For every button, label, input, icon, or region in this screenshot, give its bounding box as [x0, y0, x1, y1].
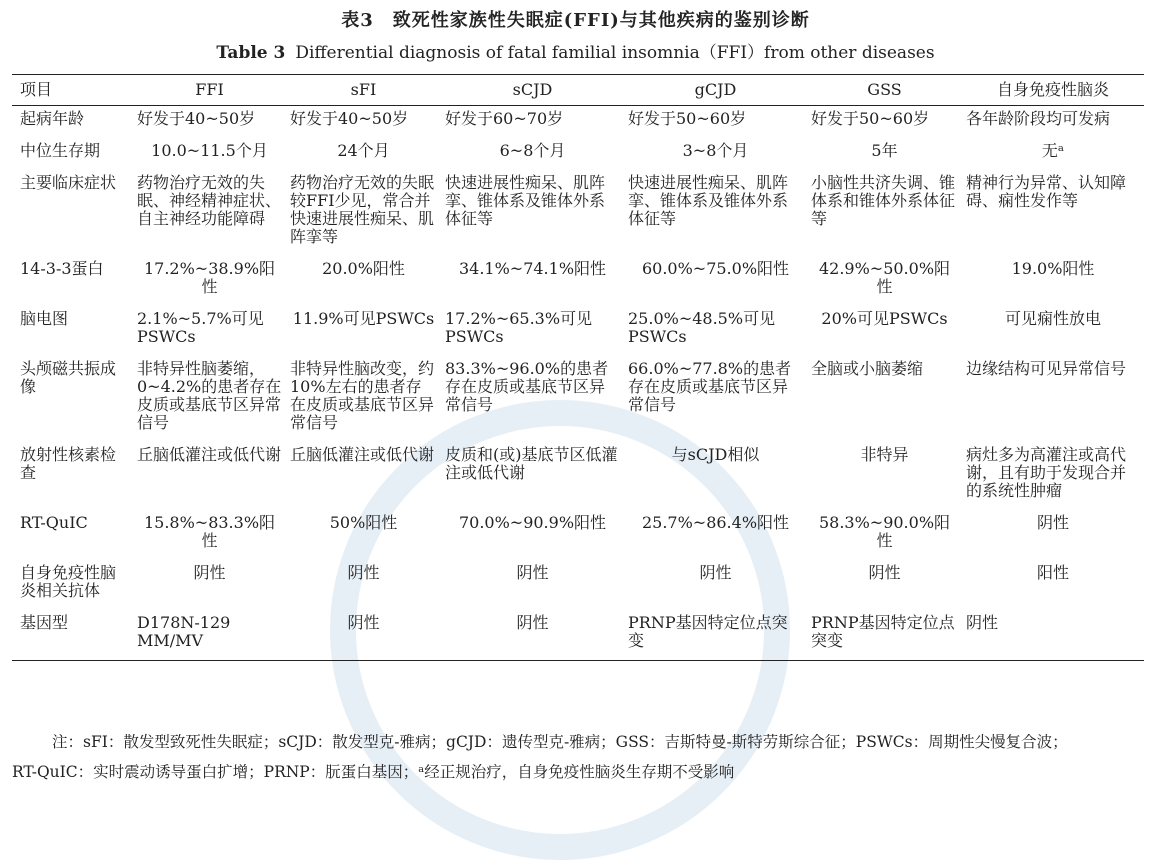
table-cell: 阴性	[193, 563, 226, 582]
table-cell: PRNP基因特定位点突变	[811, 613, 955, 650]
table-cell: 3~8个月	[682, 141, 749, 160]
table-cell: 6~8个月	[499, 141, 566, 160]
row-header-cell: 脑电图	[20, 309, 69, 328]
table-note-line-1: 注：sFI：散发型致死性失眠症；sCJD：散发型克-雅病；gCJD：遗传型克-雅病；GSS：吉斯特曼-斯特劳斯综合征；PSWCs：周期性尖慢复合波；	[52, 733, 1068, 751]
table-cell: PRNP基因特定位点突变	[628, 613, 788, 650]
table-cell: 好发于60~70岁	[445, 109, 564, 128]
row-header-cell: 起病年龄	[20, 109, 85, 128]
table-number-label: Table 3	[216, 43, 286, 63]
row-header-cell: 头颅磁共振成像	[20, 359, 117, 396]
table-cell: 好发于50~60岁	[811, 109, 930, 128]
table-cell: 非特异	[860, 445, 909, 464]
table-cell: 阴性	[347, 613, 380, 632]
table-cell: 阴性	[516, 563, 549, 582]
table-cell: 20%可见PSWCs	[821, 309, 948, 328]
table-cell: 19.0%阳性	[1011, 259, 1095, 278]
row-header-cell: 基因型	[20, 613, 69, 632]
table-cell: 精神行为异常、认知障碍、痫性发作等	[966, 173, 1127, 210]
column-header-ffi: FFI	[195, 80, 224, 99]
table-cell: 42.9%~50.0%阳性	[818, 259, 951, 296]
table-row	[12, 138, 1144, 170]
table-cell: 阴性	[966, 613, 999, 632]
table-row	[12, 170, 1144, 256]
table-cell: 快速进展性痴呆、肌阵挛、锥体系及锥体外系体征等	[628, 173, 789, 228]
table-row	[12, 256, 1144, 306]
table-cell: 24个月	[337, 141, 390, 160]
table-cell: 好发于40~50岁	[290, 109, 409, 128]
table-cell: 10.0~11.5个月	[151, 141, 268, 160]
column-header-autoimmune-encephalitis: 自身免疫性脑炎	[996, 80, 1109, 99]
table-cell: 25.0%~48.5%可见PSWCs	[628, 309, 776, 346]
table-cell: 药物治疗无效的失眠、神经精神症状、自主神经功能障碍	[137, 173, 282, 228]
table-cell: 无ᵃ	[1041, 141, 1065, 160]
table-cell: 2.1%~5.7%可见PSWCs	[137, 309, 264, 346]
table-cell: 34.1%~74.1%阳性	[458, 259, 607, 278]
table-cell: 丘脑低灌注或低代谢	[137, 445, 282, 464]
table-cell: 11.9%可见PSWCs	[292, 309, 435, 328]
table-note-line-2: RT-QuIC：实时震动诱导蛋白扩增；PRNP：朊蛋白基因；ᵃ经正规治疗，自身免疫性脑炎生存期不受影响	[12, 763, 735, 781]
table-cell: 非特异性脑萎缩，0~4.2%的患者存在皮质或基底节区异常信号	[137, 359, 282, 432]
table-cell: 快速进展性痴呆、肌阵挛、锥体系及锥体外系体征等	[445, 173, 606, 228]
table-cell: 小脑性共济失调、锥体系和锥体外系体征等	[811, 173, 956, 228]
table-cell: 病灶多为高灌注或高代谢，且有助于发现合并的系统性肿瘤	[966, 445, 1127, 500]
column-header-scjd: sCJD	[512, 80, 553, 99]
table-row	[12, 106, 1144, 139]
table-row	[12, 510, 1144, 560]
table-cell: 阴性	[347, 563, 380, 582]
column-header-sfi: sFI	[350, 80, 377, 99]
table-cell: 药物治疗无效的失眠较FFI少见，常合并快速进展性痴呆、肌阵挛等	[290, 173, 435, 246]
table-title-chinese: 表3 致死性家族性失眠症(FFI)与其他疾病的鉴别诊断	[341, 10, 810, 31]
table-cell: 5年	[871, 141, 898, 160]
table-cell: 阴性	[699, 563, 732, 582]
table-cell: 丘脑低灌注或低代谢	[290, 445, 435, 464]
table-cell: 可见痫性放电	[1004, 309, 1101, 328]
table-cell: 好发于50~60岁	[628, 109, 747, 128]
row-header-cell: 主要临床症状	[20, 173, 117, 192]
table-cell: 好发于40~50岁	[137, 109, 256, 128]
column-header-gss: GSS	[867, 80, 902, 99]
table-cell: 与sCJD相似	[671, 445, 760, 464]
table-cell: 17.2%~65.3%可见PSWCs	[445, 309, 593, 346]
table-row	[12, 306, 1144, 356]
row-header-cell: 14-3-3蛋白	[20, 259, 104, 278]
table-cell: 15.8%~83.3%阳性	[143, 513, 276, 550]
differential-diagnosis-table	[12, 74, 1144, 661]
table-cell: 阴性	[868, 563, 901, 582]
table-cell: 阴性	[1036, 513, 1069, 532]
table-cell: 25.7%~86.4%阳性	[641, 513, 790, 532]
table-row	[12, 356, 1144, 442]
row-header-cell: 放射性核素检查	[20, 445, 117, 482]
table-cell: 边缘结构可见异常信号	[966, 359, 1127, 378]
column-header-gcjd: gCJD	[694, 80, 737, 99]
table-header-row	[12, 75, 1144, 106]
table-row	[12, 442, 1144, 510]
table-cell: 全脑或小脑萎缩	[811, 359, 924, 378]
table-cell: 83.3%~96.0%的患者存在皮质或基底节区异常信号	[445, 359, 609, 414]
table-cell: 阴性	[516, 613, 549, 632]
table-title-english-text: Differential diagnosis of fatal familial insomnia（FFI）from other diseases	[295, 43, 935, 63]
table-row	[12, 560, 1144, 610]
column-header-item: 项目	[20, 80, 53, 99]
table-cell: 皮质和(或)基底节区低灌注或低代谢	[445, 445, 618, 482]
table-cell: 非特异性脑改变，约10%左右的患者存在皮质或基底节区异常信号	[290, 359, 435, 432]
table-cell: 17.2%~38.9%阳性	[143, 259, 276, 296]
table-title-english	[0, 38, 1151, 63]
table-cell: 20.0%阳性	[322, 259, 405, 278]
row-header-cell: 中位生存期	[20, 141, 101, 160]
table-cell: 50%阳性	[329, 513, 398, 532]
table-cell: 70.0%~90.9%阳性	[458, 513, 607, 532]
table-row	[12, 610, 1144, 661]
row-header-cell: 自身免疫性脑炎相关抗体	[20, 563, 117, 600]
table-cell: 阳性	[1036, 563, 1069, 582]
table-cell: 60.0%~75.0%阳性	[641, 259, 790, 278]
table-cell: 各年龄阶段均可发病	[966, 109, 1111, 128]
table-cell: 58.3%~90.0%阳性	[818, 513, 951, 550]
table-cell: 66.0%~77.8%的患者存在皮质或基底节区异常信号	[628, 359, 792, 414]
row-header-cell: RT-QuIC	[20, 513, 88, 532]
table-cell: D178N-129 MM/MV	[137, 613, 231, 650]
